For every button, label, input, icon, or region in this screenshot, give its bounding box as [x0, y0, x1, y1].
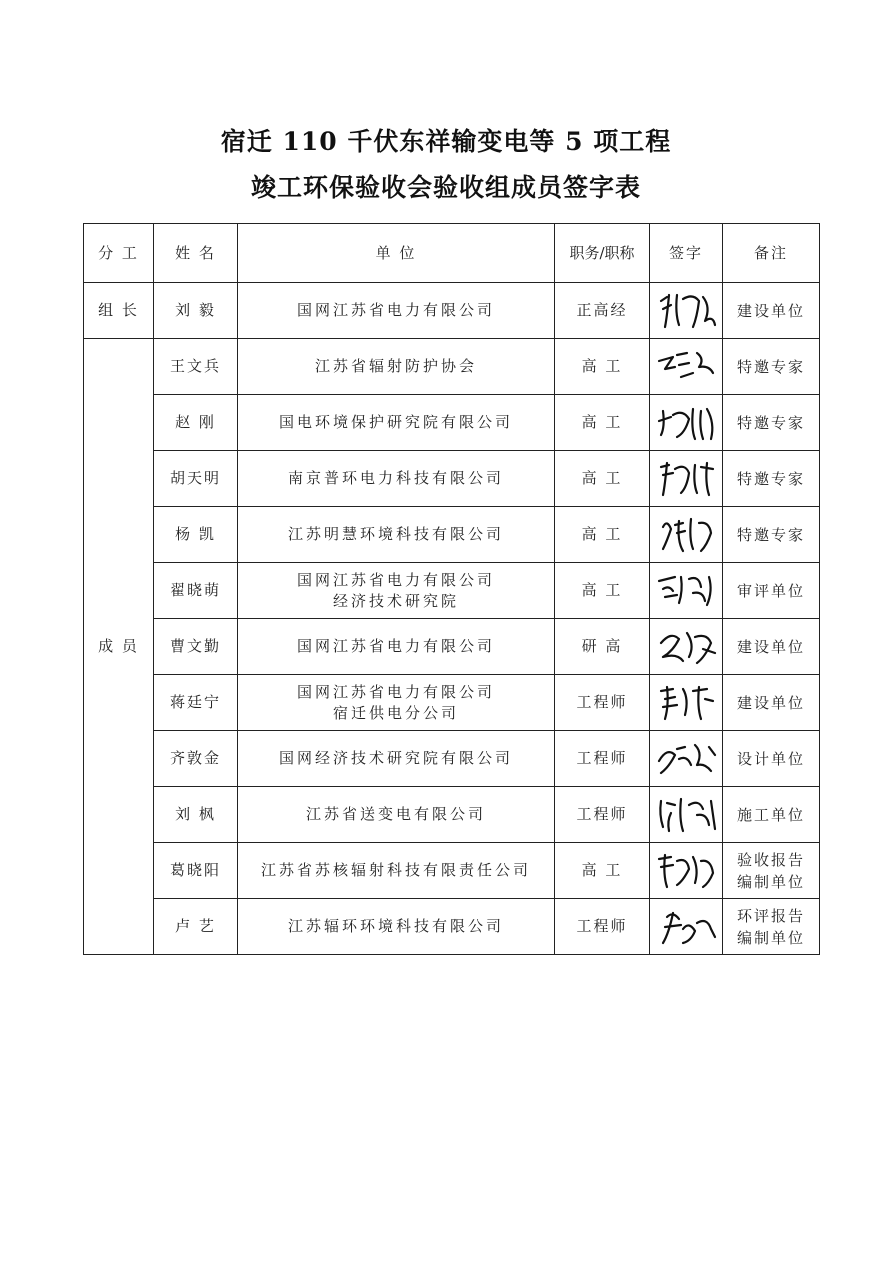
- cell-org: 江苏省苏核辐射科技有限责任公司: [238, 843, 555, 899]
- cell-note: 建设单位: [723, 619, 820, 675]
- header-name: 姓 名: [154, 224, 238, 283]
- table-row: [84, 731, 820, 787]
- cell-note: 特邀专家: [723, 451, 820, 507]
- header-signature: 签字: [650, 224, 723, 283]
- cell-name: 刘 毅: [154, 283, 238, 339]
- handwritten-signature-hu-tianming: [653, 455, 719, 503]
- table-row: [84, 619, 820, 675]
- cell-note: 审评单位: [723, 563, 820, 619]
- table-row: [84, 787, 820, 843]
- handwritten-signature-ge-xiaoyang: [653, 847, 719, 895]
- handwritten-signature-cao-wenqin: [653, 623, 719, 671]
- table-row: [84, 675, 820, 731]
- handwritten-signature-zhai-xiaomeng: [653, 567, 719, 615]
- cell-org: 国网江苏省电力有限公司 经济技术研究院: [238, 563, 555, 619]
- cell-title: 高 工: [555, 843, 650, 899]
- cell-org: 江苏辐环环境科技有限公司: [238, 899, 555, 955]
- header-org: 单 位: [238, 224, 555, 283]
- handwritten-signature-yang-kai: [653, 511, 719, 559]
- cell-name: 刘 枫: [154, 787, 238, 843]
- cell-name: 王文兵: [154, 339, 238, 395]
- cell-org: 国网江苏省电力有限公司 宿迁供电分公司: [238, 675, 555, 731]
- cell-note: 建设单位: [723, 675, 820, 731]
- handwritten-signature-qi-dunjin: [653, 735, 719, 783]
- handwritten-signature-zhao-gang: [653, 399, 719, 447]
- title-line-1: 宿迁 110 千伏东祥输变电等 5 项工程: [220, 127, 672, 156]
- table-row: [84, 507, 820, 563]
- cell-note: 特邀专家: [723, 395, 820, 451]
- table-header-row: [84, 224, 820, 283]
- table-row: [84, 843, 820, 899]
- cell-title: 高 工: [555, 563, 650, 619]
- cell-note: 环评报告 编制单位: [723, 899, 820, 955]
- cell-name: 齐敦金: [154, 731, 238, 787]
- title-line-2: 竣工环保验收会验收组成员签字表: [250, 173, 641, 202]
- cell-signature: [650, 283, 723, 339]
- cell-name: 蒋廷宁: [154, 675, 238, 731]
- cell-note: 建设单位: [723, 283, 820, 339]
- cell-title: 工程师: [555, 731, 650, 787]
- handwritten-signature-liu-yi: [653, 287, 719, 335]
- handwritten-signature-lu-yi: [653, 903, 719, 951]
- cell-title: 正高经: [555, 283, 650, 339]
- cell-note: 施工单位: [723, 787, 820, 843]
- table-row: [84, 283, 820, 339]
- cell-title: 高 工: [555, 339, 650, 395]
- cell-signature: [650, 563, 723, 619]
- cell-signature: [650, 339, 723, 395]
- cell-signature: [650, 675, 723, 731]
- cell-name: 杨 凯: [154, 507, 238, 563]
- cell-title: 高 工: [555, 507, 650, 563]
- cell-org: 南京普环电力科技有限公司: [238, 451, 555, 507]
- table-row: [84, 451, 820, 507]
- cell-signature: [650, 787, 723, 843]
- header-title: 职务/职称: [555, 224, 650, 283]
- cell-org: 江苏明慧环境科技有限公司: [238, 507, 555, 563]
- role-member: 成 员: [84, 339, 154, 955]
- table-row: [84, 563, 820, 619]
- cell-org: 江苏省送变电有限公司: [238, 787, 555, 843]
- table-row: [84, 899, 820, 955]
- cell-org: 江苏省辐射防护协会: [238, 339, 555, 395]
- cell-title: 高 工: [555, 395, 650, 451]
- table-row: [84, 395, 820, 451]
- cell-name: 卢 艺: [154, 899, 238, 955]
- cell-signature: [650, 507, 723, 563]
- cell-title: 工程师: [555, 675, 650, 731]
- cell-signature: [650, 843, 723, 899]
- cell-org: 国电环境保护研究院有限公司: [238, 395, 555, 451]
- cell-signature: [650, 899, 723, 955]
- cell-signature: [650, 395, 723, 451]
- cell-signature: [650, 619, 723, 675]
- cell-name: 葛晓阳: [154, 843, 238, 899]
- handwritten-signature-jiang-tingning: [653, 679, 719, 727]
- header-note: 备注: [723, 224, 820, 283]
- signature-table: [83, 223, 820, 955]
- cell-org: 国网经济技术研究院有限公司: [238, 731, 555, 787]
- cell-name: 翟晓萌: [154, 563, 238, 619]
- header-role: 分 工: [84, 224, 154, 283]
- cell-note: 特邀专家: [723, 339, 820, 395]
- cell-org: 国网江苏省电力有限公司: [238, 619, 555, 675]
- cell-title: 工程师: [555, 787, 650, 843]
- cell-signature: [650, 451, 723, 507]
- handwritten-signature-wang-wenbing: [653, 343, 719, 391]
- cell-name: 胡天明: [154, 451, 238, 507]
- cell-note: 设计单位: [723, 731, 820, 787]
- role-leader: 组 长: [84, 283, 154, 339]
- cell-org: 国网江苏省电力有限公司: [238, 283, 555, 339]
- cell-title: 研 高: [555, 619, 650, 675]
- cell-name: 曹文勤: [154, 619, 238, 675]
- handwritten-signature-liu-feng: [653, 791, 719, 839]
- cell-signature: [650, 731, 723, 787]
- cell-note: 验收报告 编制单位: [723, 843, 820, 899]
- cell-title: 工程师: [555, 899, 650, 955]
- cell-title: 高 工: [555, 451, 650, 507]
- cell-note: 特邀专家: [723, 507, 820, 563]
- cell-name: 赵 刚: [154, 395, 238, 451]
- table-row: [84, 339, 820, 395]
